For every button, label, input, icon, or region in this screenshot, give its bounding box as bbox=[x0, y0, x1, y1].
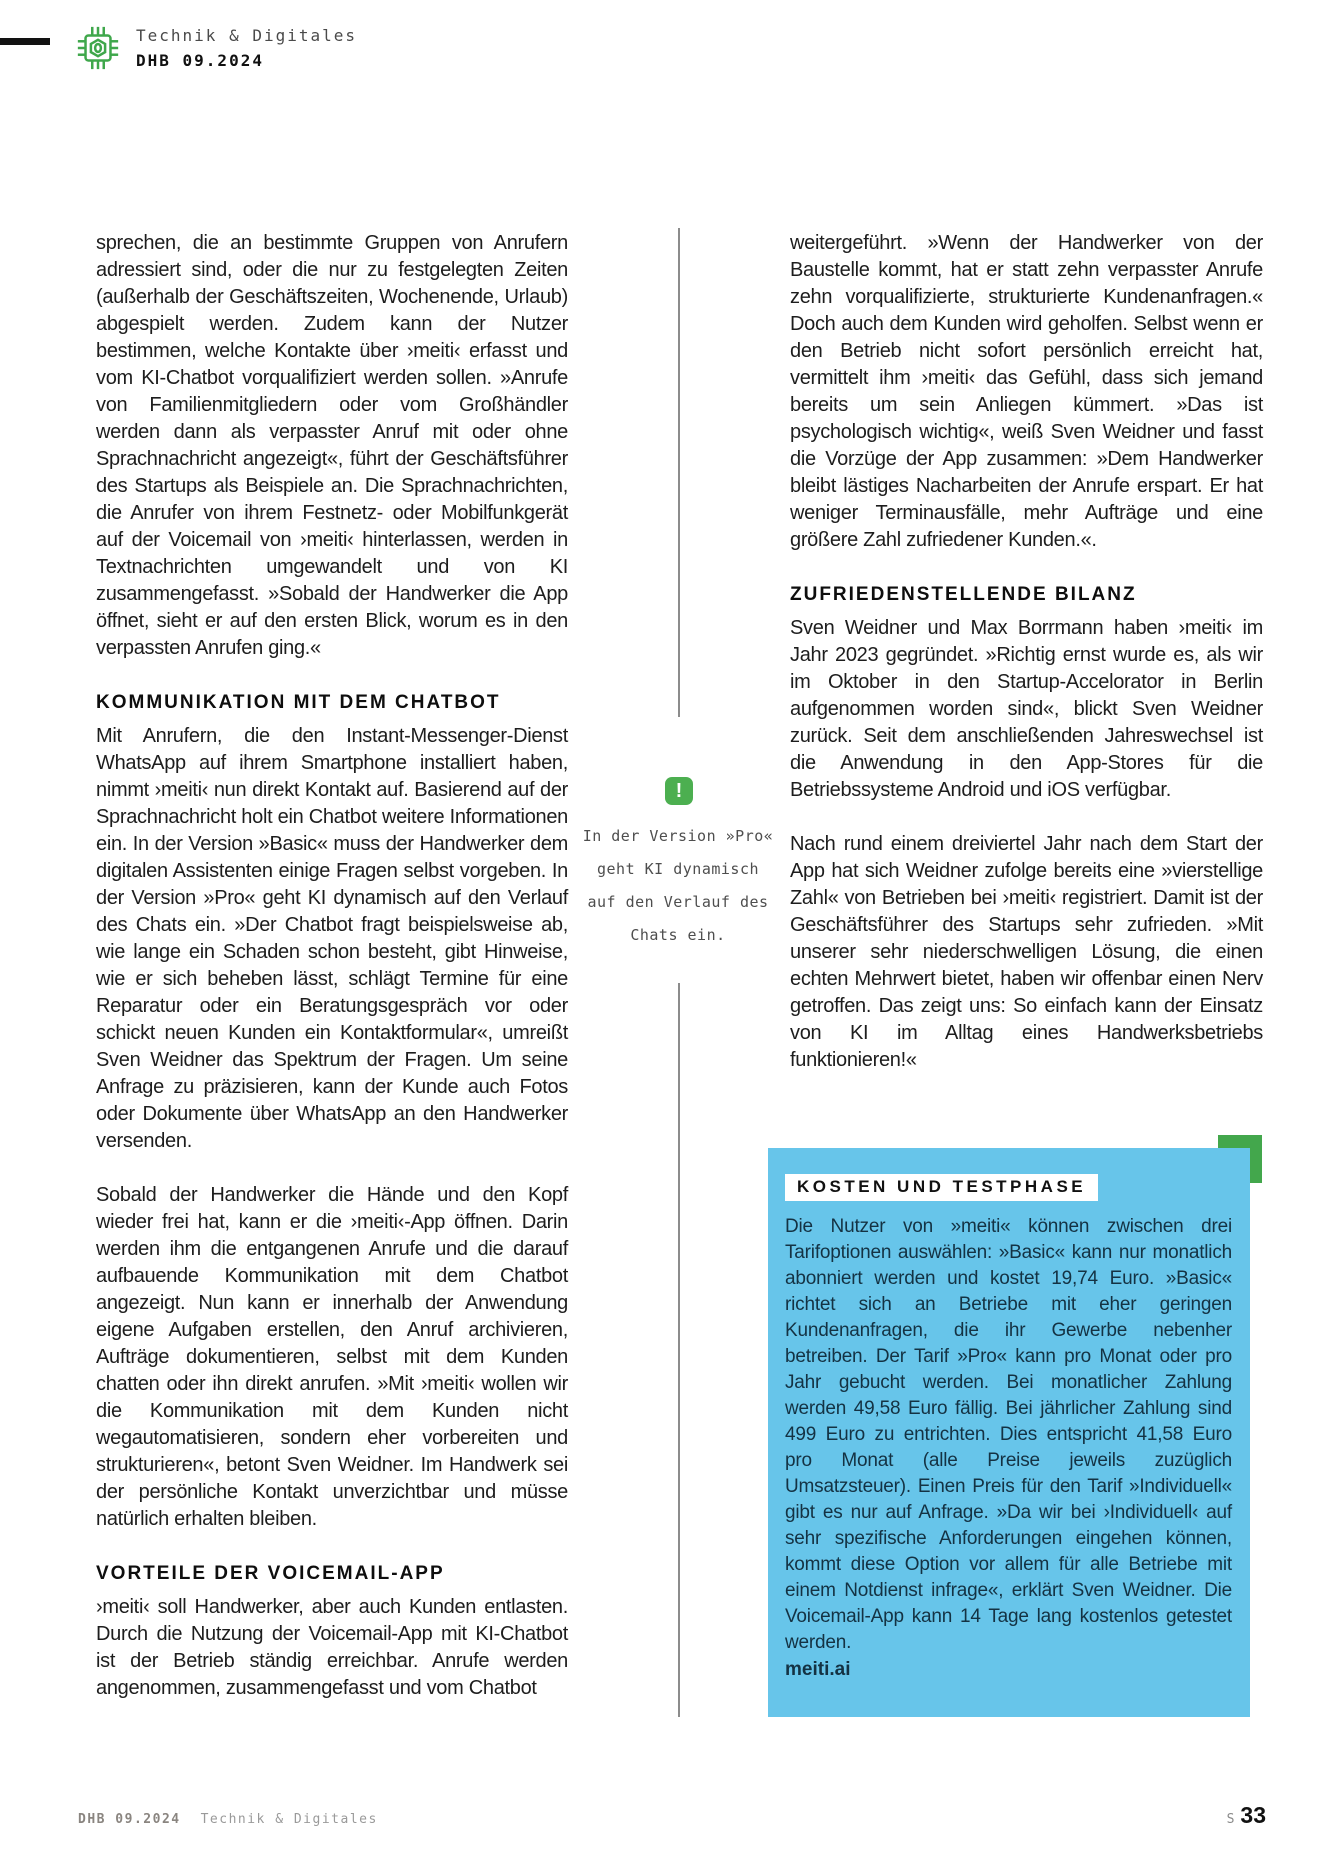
page-header bbox=[74, 22, 357, 74]
left-paragraph-2: Mit Anrufern, die den Instant-Messenger-Dienst WhatsApp auf ihrem Smartphone installiert haben, nimmt ›meiti‹ nun direkt Kontakt auf. Basierend auf der Sprachnachricht holt ein Chatbot weitere Informationen ein. In der Version »Basic« muss der Handwerker dem digitalen Assistenten einige Fragen selbst vorgeben. In der Version »Pro« geht KI dynamisch auf den Verlauf des Chats ein. »Der Chatbot fragt beispielsweise ab, wie lange ein Schaden schon besteht, gibt Hinweise, wie er sich beheben lässt, schlägt Termine für eine Reparatur oder ein Beratungsgespräch vor oder schickt neuen Kunden ein Kontaktformular«, umreißt Sven Weidner das Spektrum der Fragen. Um seine Anfrage zu präzisieren, kann der Kunde auch Fotos oder Dokumente über WhatsApp an den Handwerker versenden. bbox=[96, 725, 568, 1152]
right-paragraph-3: Nach rund einem dreiviertel Jahr nach dem Start der App hat sich Weidner zufolge bereits eine »vierstellige Zahl« von Betrieben bei ›meiti‹ registriert. Damit ist der Geschäftsführer des Startups sehr zufrieden. »Mit unserer sehr niederschwelligen Lösung, die einen echten Mehrwert bietet, haben wir offenbar einen Nerv getroffen. Das zeigt uns: So einfach kann der Einsatz von KI im Alltag eines Handwerksbetriebs funktionieren!« bbox=[790, 833, 1263, 1071]
right-paragraph-2: Sven Weidner und Max Borrmann haben ›meiti‹ im Jahr 2023 gegründet. »Richtig ernst wurde es, als wir im Oktober in den Startup-Accelorator in Berlin aufgenommen worden sind«, blickt Sven Weidner zurück. Seit dem anschließenden Jahreswechsel ist die Anwendung in den App-Stores für die Betriebssysteme Android und iOS verfügbar. bbox=[790, 617, 1263, 801]
meiti-website-link[interactable]: meiti.ai bbox=[785, 1659, 851, 1680]
footer-issue-label: DHB 09.2024 bbox=[78, 1812, 181, 1827]
pull-quote-text: In der Version »Pro« geht KI dynamisch auf den Verlauf des Chats ein. bbox=[582, 827, 774, 944]
left-heading-kommunikation: KOMMUNIKATION MIT DEM CHATBOT bbox=[96, 692, 501, 713]
footer-left bbox=[78, 1812, 378, 1827]
header-text bbox=[136, 22, 357, 70]
chip-icon bbox=[74, 22, 122, 74]
article-right-column bbox=[790, 230, 1263, 1101]
footer-page-indicator bbox=[1227, 1802, 1266, 1829]
header-section-label: Technik & Digitales bbox=[136, 26, 358, 45]
info-box-kosten bbox=[768, 1148, 1250, 1717]
footer-section-label: Technik & Digitales bbox=[200, 1812, 378, 1827]
page-number-prefix: S bbox=[1226, 1812, 1235, 1827]
exclamation-icon: ! bbox=[665, 777, 693, 805]
left-heading-vorteile: VORTEILE DER VOICEMAIL-APP bbox=[96, 1563, 445, 1584]
info-box-label: KOSTEN UND TESTPHASE bbox=[785, 1174, 1098, 1201]
left-paragraph-3: Sobald der Handwerker die Hände und den Kopf wieder frei hat, kann er die ›meiti‹-App öffnen. Darin werden ihm die entgangenen Anrufe und die darauf aufbauende Kommunikation mit dem Chatbot angezeigt. Nun kann er innerhalb der Anwendung eigene Aufgaben erstellen, den Anruf archivieren, Aufträge dokumentieren, selbst mit dem Kunden chatten oder ihn direkt anrufen. »Mit ›meiti‹ wollen wir die Kommunikation mit dem Kunden nicht wegautomatisieren, sondern eher vorbereiten und strukturieren«, betont Sven Weidner. Im Handwerk sei der persönliche Kontakt unverzichtbar und müsse natürlich erhalten bleiben. bbox=[96, 1184, 568, 1530]
page-number: 33 bbox=[1240, 1802, 1266, 1828]
column-divider-bottom bbox=[678, 983, 680, 1717]
article-left-column bbox=[96, 230, 568, 1729]
page-edge-bar bbox=[0, 38, 50, 45]
right-heading-bilanz: ZUFRIEDENSTELLENDE BILANZ bbox=[790, 584, 1137, 605]
info-box-body: Die Nutzer von »meiti« können zwischen drei Tarifoptionen auswählen: »Basic« kann nur monatlich abonniert werden und kostet 19,74 Euro. »Basic« richtet sich an Betriebe mit eher geringen Kundenanfragen, die ihr Gewerbe nebenher betreiben. Der Tarif »Pro« kann pro Monat oder pro Jahr gebucht werden. Bei monatlicher Zahlung werden 49,58 Euro fällig. Bei jährlicher Zahlung sind 499 Euro zu entrichten. Dies entspricht 41,58 Euro pro Monat (alle Preise jeweils zuzüglich Umsatzsteuer). Einen Preis für den Tarif »Individuell« gibt es nur auf Anfrage. »Da wir bei ›Individuell‹ auf sehr spezifische Anforderungen eingehen können, kommt diese Option vor allem für alle Betriebe mit einem Notdienst infrage«, erklärt Sven Weidner. Die Voicemail-App kann 14 Tage lang kostenlos getestet werden. bbox=[785, 1216, 1232, 1653]
left-paragraph-4: ›meiti‹ soll Handwerker, aber auch Kunden entlasten. Durch die Nutzung der Voicemail-App mit KI-Chatbot ist der Betrieb ständig erreichbar. Anrufe werden angenommen, zusammengefasst und vom Chatbot bbox=[96, 1596, 568, 1699]
column-divider-top bbox=[678, 228, 680, 717]
header-issue-label: DHB 09.2024 bbox=[136, 51, 264, 70]
right-paragraph-1: weitergeführt. »Wenn der Handwerker von der Baustelle kommt, hat er statt zehn verpasster Anrufe zehn vorqualifizierte, strukturierte Kundenanfragen.« Doch auch dem Kunden wird geholfen. Selbst wenn er den Betrieb nicht sofort persönlich erreicht hat, vermittelt ihm ›meiti‹ das Gefühl, dass sich jemand bereits um sein Anliegen kümmert. »Das ist psychologisch wichtig«, weiß Sven Weidner und fasst die Vorzüge der App zusammen: »Dem Handwerker bleibt lästiges Nacharbeiten der Anrufe erspart. Er hat weniger Terminausfälle, mehr Aufträge und eine größere Zahl zufriedener Kunden.«. bbox=[790, 232, 1263, 551]
left-paragraph-1: sprechen, die an bestimmte Gruppen von Anrufern adressiert sind, oder die nur zu festgelegten Zeiten (außerhalb der Geschäftszeiten, Wochenende, Urlaub) abgespielt werden. Zudem kann der Nutzer bestimmen, welche Kontakte über ›meiti‹ erfasst und vom KI-Chatbot vorqualifiziert werden sollen. »Anrufe von Familienmitgliedern oder vom Großhändler werden dann als verpasster Anruf mit oder ohne Sprachnachricht angezeigt«, führt der Geschäftsführer des Startups als Beispiele an. Die Sprachnachrichten, die Anrufer von ihrem Festnetz- oder Mobilfunkgerät auf der Voicemail von ›meiti‹ hinterlassen, werden in Textnachrichten umgewandelt und von KI zusammengefasst. »Sobald der Handwerker die App öffnet, sieht er auf den ersten Blick, worum es in den verpassten Anrufen ging.« bbox=[96, 232, 568, 659]
